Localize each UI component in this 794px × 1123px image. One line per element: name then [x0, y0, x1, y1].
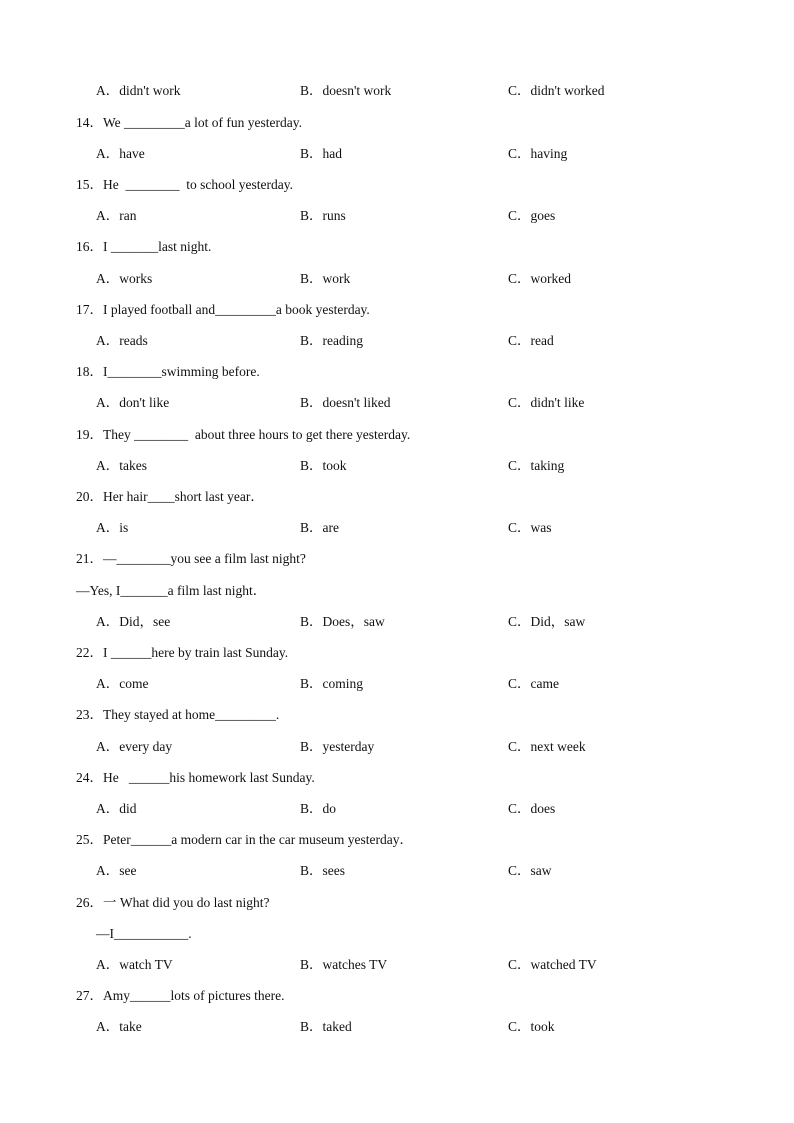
question-stem: 19．They ________ about three hours to get there yesterday.	[76, 427, 411, 442]
option-a: A．come	[96, 676, 149, 691]
option-c: C．does	[508, 801, 556, 816]
option-c: C．next week	[508, 739, 586, 754]
question-stem: 24．He ______his homework last Sunday.	[76, 770, 315, 785]
question-stem: 22．I ______here by train last Sunday.	[76, 645, 289, 660]
question-stem: 15．He ________ to school yesterday.	[76, 177, 293, 192]
question-stem: 16．I _______last night.	[76, 239, 212, 254]
option-a: A．don't like	[96, 395, 170, 410]
option-b: B．watches TV	[300, 957, 388, 972]
option-a: A．takes	[96, 458, 147, 473]
question-reply: —Yes, I_______a film last night．	[76, 583, 267, 598]
option-c: C．came	[508, 676, 559, 691]
option-a: A．see	[96, 863, 137, 878]
option-c: C．taking	[508, 458, 565, 473]
option-a: A．Did，see	[96, 614, 171, 629]
option-a: A．have	[96, 146, 145, 161]
option-c: C．having	[508, 146, 568, 161]
option-b: B．Does，saw	[300, 614, 385, 629]
option-c: C．was	[508, 520, 552, 535]
option-b: B．do	[300, 801, 337, 816]
option-a: A．didn't work	[96, 83, 181, 98]
option-c: C．took	[508, 1019, 555, 1034]
option-c: C．watched TV	[508, 957, 597, 972]
option-b: B．taked	[300, 1019, 352, 1034]
question-stem: 18．I________swimming before.	[76, 364, 260, 379]
option-b: B．took	[300, 458, 347, 473]
option-a: A．is	[96, 520, 129, 535]
question-stem: 14．We _________a lot of fun yesterday.	[76, 115, 302, 130]
option-a: A．did	[96, 801, 137, 816]
option-b: B．reading	[300, 333, 363, 348]
option-b: B．are	[300, 520, 339, 535]
option-b: B．sees	[300, 863, 345, 878]
option-a: A．ran	[96, 208, 137, 223]
option-a: A．works	[96, 271, 153, 286]
option-b: B．doesn't work	[300, 83, 392, 98]
option-b: B．work	[300, 271, 351, 286]
option-a: A．take	[96, 1019, 142, 1034]
question-stem: 21．—________you see a film last night?	[76, 551, 306, 566]
option-b: B．doesn't liked	[300, 395, 391, 410]
option-b: B．runs	[300, 208, 346, 223]
option-b: B．had	[300, 146, 342, 161]
option-a: A．watch TV	[96, 957, 173, 972]
question-stem: 25．Peter______a modern car in the car museum yesterday．	[76, 832, 414, 847]
option-c: C．didn't like	[508, 395, 585, 410]
option-c: C．read	[508, 333, 554, 348]
option-a: A．every day	[96, 739, 173, 754]
question-stem: 27．Amy______lots of pictures there.	[76, 988, 285, 1003]
option-b: B．coming	[300, 676, 363, 691]
option-c: C．didn't worked	[508, 83, 605, 98]
question-stem: 26．一 What did you do last night?	[76, 895, 270, 910]
question-stem: 20．Her hair____short last year．	[76, 489, 264, 504]
question-stem: 23．They stayed at home_________.	[76, 707, 280, 722]
question-reply: —I___________.	[96, 926, 192, 941]
question-stem: 17．I played football and_________a book yesterday.	[76, 302, 370, 317]
option-c: C．worked	[508, 271, 571, 286]
option-a: A．reads	[96, 333, 148, 348]
option-c: C．Did，saw	[508, 614, 586, 629]
option-c: C．saw	[508, 863, 552, 878]
option-b: B．yesterday	[300, 739, 375, 754]
option-c: C．goes	[508, 208, 556, 223]
